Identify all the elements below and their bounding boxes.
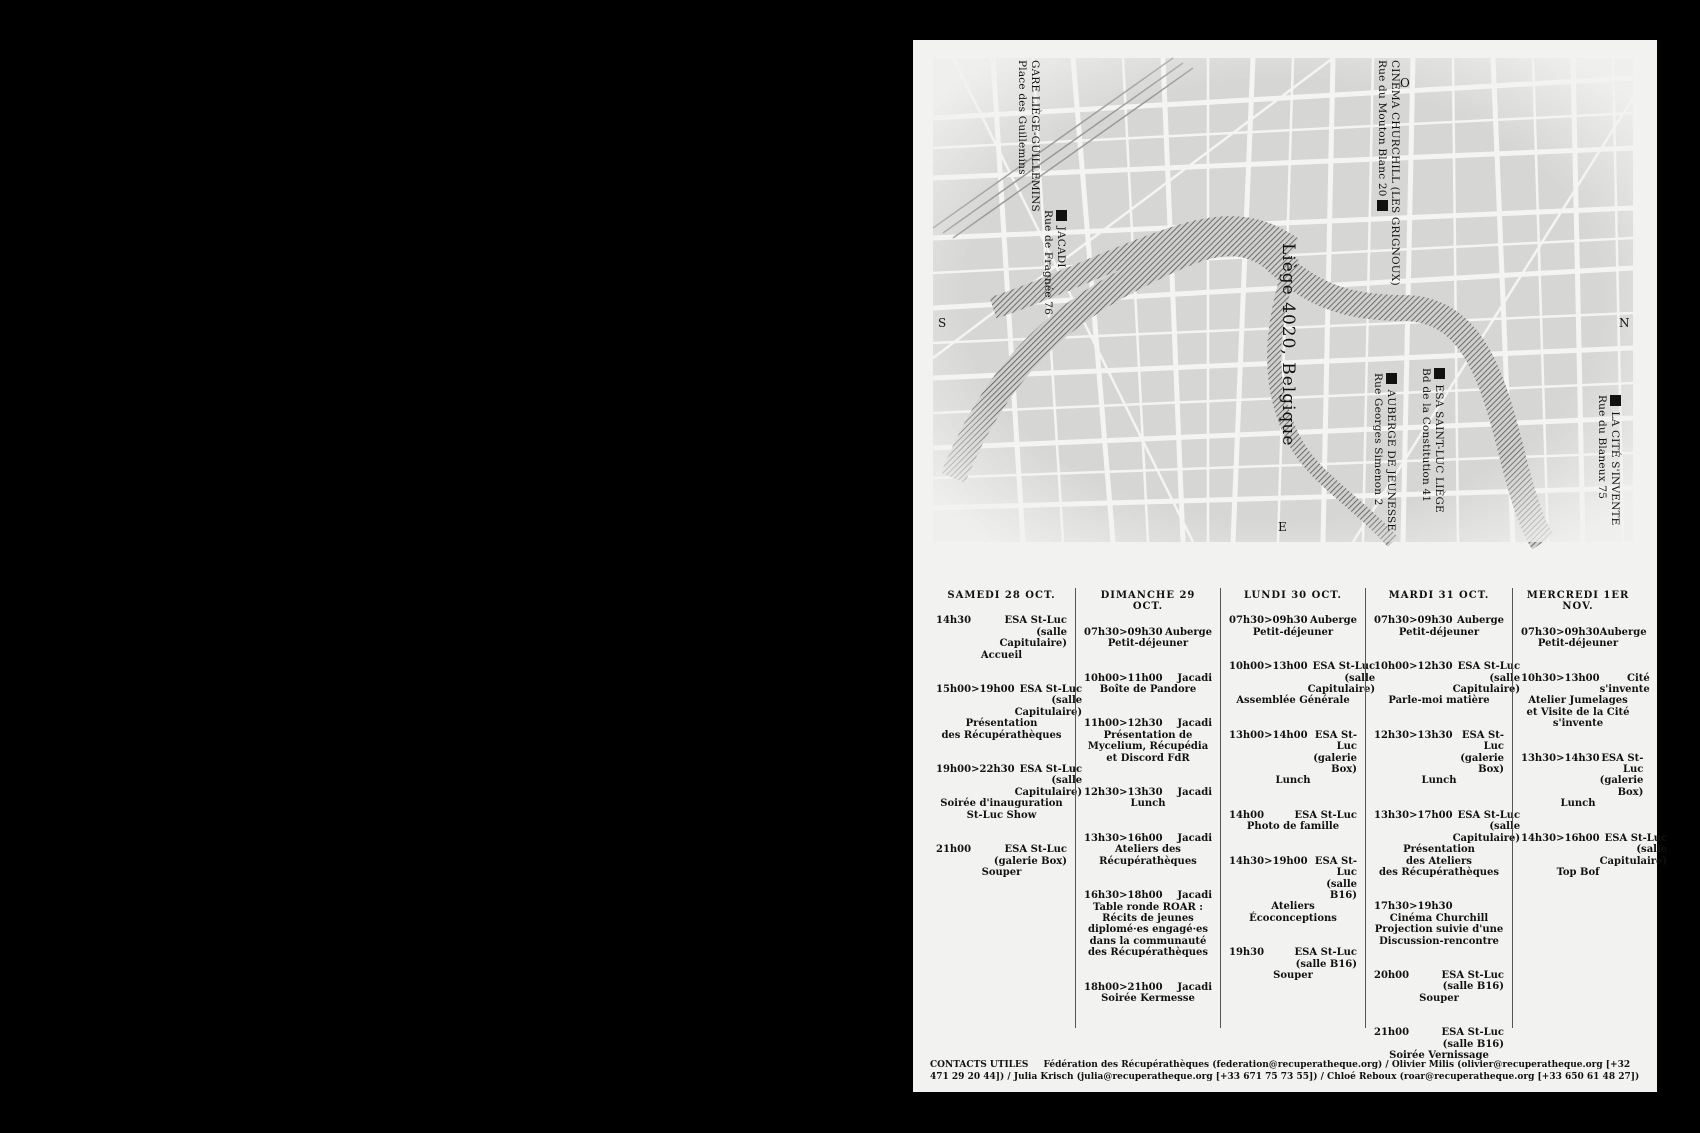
event-place: Auberge	[1456, 615, 1504, 627]
event-description: Ateliers des Récupérathèques	[1099, 844, 1197, 867]
event-header	[1521, 626, 1647, 638]
location-name: ESA SAINT-LUC LIÈGE	[1433, 384, 1445, 513]
location-marker-icon	[1377, 200, 1388, 211]
event-header	[1374, 970, 1504, 993]
event-place: ESA St-Luc (galerie Box)	[1460, 729, 1504, 776]
event-time: 12h30>13h30	[1374, 729, 1453, 741]
location-gare-guillemins	[1015, 60, 1041, 212]
event-description: Lunch	[1560, 798, 1596, 810]
event-description: Photo de famille	[1246, 821, 1340, 833]
schedule-event	[1229, 947, 1357, 981]
day-title: LUNDI 30 OCT.	[1244, 590, 1342, 601]
event-place: ESA St-Luc (salle Capitulaire)	[1452, 661, 1521, 696]
location-name: LA CITÉ S'INVENTE	[1609, 411, 1621, 526]
event-place: Auberge	[1164, 626, 1212, 638]
event-time: 14h30>16h00	[1521, 832, 1600, 844]
event-place: Jacadi	[1177, 787, 1212, 799]
location-name: AUBERGE DE JEUNESSE	[1385, 389, 1397, 532]
event-place: Jacadi	[1177, 672, 1212, 684]
event-time: 14h30	[936, 615, 972, 627]
schedule-event	[1521, 672, 1650, 730]
location-marker-icon	[1056, 210, 1067, 221]
location-marker-icon	[1610, 395, 1621, 406]
event-header	[1374, 901, 1504, 912]
schedule-event	[1229, 856, 1357, 924]
schedule-event	[936, 764, 1083, 821]
location-marker-icon	[1434, 368, 1445, 379]
schedule-event	[1374, 1027, 1504, 1061]
location-esa-saint-luc	[1419, 368, 1445, 513]
event-header	[1229, 856, 1357, 902]
contacts	[930, 1060, 1640, 1083]
event-header	[1374, 661, 1521, 696]
event-header	[1084, 627, 1212, 638]
location-cinema-churchill	[1375, 60, 1401, 286]
event-time: 20h00	[1374, 969, 1410, 981]
day-column	[1512, 588, 1668, 1028]
event-place: ESA St-Luc	[1294, 809, 1357, 821]
event-header	[1521, 752, 1644, 799]
event-header	[936, 844, 1067, 867]
event-time: 10h00>13h00	[1229, 661, 1308, 673]
event-description: Présentation des Ateliers des Récupérathèques	[1378, 844, 1500, 878]
event-place: ESA St-Luc (galerie Box)	[993, 844, 1067, 867]
schedule-event	[1521, 832, 1668, 879]
day-column	[1075, 588, 1220, 1028]
schedule-event	[1084, 673, 1212, 696]
event-place: Jacadi	[1177, 832, 1212, 844]
event-place: ESA St-Luc (salle B16)	[1314, 855, 1357, 901]
compass-north: N	[1619, 316, 1630, 330]
schedule-event	[1084, 890, 1212, 958]
event-description: Assemblée Générale	[1236, 695, 1350, 707]
event-description: Présentation des Récupérathèques	[941, 718, 1062, 741]
schedule-event	[936, 684, 1083, 741]
schedule-event	[936, 615, 1067, 661]
compass-east: E	[1278, 520, 1287, 534]
event-header	[936, 615, 1067, 649]
event-time: 14h00	[1229, 809, 1265, 821]
location-address: Rue du Blaneux 75	[1596, 395, 1608, 500]
event-description: Accueil	[980, 649, 1023, 661]
event-place: Auberge	[1309, 615, 1357, 627]
location-address: Place des Guillemins	[1016, 60, 1028, 175]
event-time: 10h00>11h00	[1084, 672, 1163, 684]
day-title: MERCREDI 1ER NOV.	[1526, 590, 1630, 613]
schedule-event	[1521, 752, 1644, 810]
event-description: Soirée d'inauguration St-Luc Show	[940, 798, 1063, 821]
event-place: ESA St-Luc (salle Capitulaire)	[1452, 809, 1521, 844]
event-description: Lunch	[1275, 775, 1311, 787]
event-place: Jacadi	[1177, 890, 1212, 902]
event-time: 15h00>19h00	[936, 684, 1015, 696]
event-place: ESA St-Luc (salle Capitulaire)	[1307, 661, 1376, 696]
location-marker-icon	[1386, 373, 1397, 384]
map-city-label: Liège 4020, Belgique	[1278, 243, 1298, 447]
location-address: Rue de Fragnée 76	[1042, 210, 1054, 316]
event-description: Ateliers Écoconceptions	[1249, 901, 1337, 924]
location-cite-sinvente	[1595, 395, 1621, 526]
event-description: Lunch	[1421, 775, 1457, 787]
event-header	[1374, 730, 1504, 776]
event-place: ESA St-Luc (salle Capitulaire)	[1599, 832, 1668, 867]
city-map	[933, 58, 1633, 542]
event-place: ESA St-Luc (salle Capitulaire)	[999, 615, 1067, 650]
event-place: ESA St-Luc (galerie Box)	[1599, 752, 1644, 798]
schedule-event	[1229, 661, 1376, 707]
event-header	[936, 764, 1083, 798]
poster	[913, 40, 1668, 1092]
location-name: JACADI	[1055, 226, 1067, 268]
event-description: Table ronde ROAR : Récits de jeunes diplomé·es engagé·es dans la communauté des Récupérathèques	[1087, 901, 1209, 959]
event-header	[1084, 890, 1212, 901]
schedule-event	[1374, 901, 1504, 947]
location-name: CINÉMA CHURCHILL (LES GRIGNOUX)	[1389, 60, 1401, 286]
schedule-event	[1374, 661, 1521, 707]
event-time: 18h00>21h00	[1084, 981, 1163, 993]
event-place: ESA St-Luc (salle B16)	[1441, 969, 1504, 993]
schedule-event	[1374, 809, 1521, 878]
location-auberge	[1371, 373, 1397, 531]
location-address: Rue du Mouton Blanc 20	[1376, 60, 1388, 197]
day-title: SAMEDI 28 OCT.	[947, 590, 1056, 601]
event-time: 13h30>16h00	[1084, 832, 1163, 844]
event-time: 12h30>13h30	[1084, 787, 1163, 799]
event-description: Souper	[1273, 969, 1313, 981]
event-header	[1521, 832, 1668, 867]
location-name: GARE LIÈGE-GUILLEMINS	[1029, 60, 1041, 212]
schedule-event	[1084, 627, 1212, 650]
location-address: Rue Georges Simenon 2	[1372, 373, 1384, 506]
event-header	[1521, 672, 1650, 696]
event-description: Parle-moi matière	[1388, 695, 1490, 707]
event-header	[1374, 809, 1521, 844]
contacts-label: CONTACTS UTILES	[930, 1060, 1029, 1070]
event-time: 10h00>12h30	[1374, 661, 1453, 673]
event-description: Présentation de Mycelium, Récupédia et Discord FdR	[1087, 729, 1209, 764]
location-jacadi	[1041, 210, 1067, 315]
event-time: 13h00>14h00	[1229, 729, 1308, 741]
event-header	[1229, 615, 1357, 626]
event-description: Soirée Vernissage	[1389, 1049, 1489, 1061]
event-description: Souper	[1419, 992, 1459, 1004]
event-time: 21h00	[1374, 1027, 1410, 1039]
event-place: Cité s'invente	[1599, 672, 1650, 696]
day-column	[1365, 588, 1521, 1061]
schedule-event	[1084, 718, 1212, 764]
day-column	[1220, 588, 1376, 1028]
schedule-event	[1229, 810, 1357, 833]
event-time: 07h30>09h30	[1229, 615, 1308, 627]
event-time: 21h00	[936, 844, 972, 856]
event-description: Lunch	[1130, 798, 1166, 810]
event-description: Boîte de Pandore	[1099, 684, 1197, 696]
schedule-event	[1084, 982, 1212, 1005]
compass-south: S	[938, 316, 947, 330]
event-time: 19h00>22h30	[936, 764, 1015, 776]
event-time: 17h30>19h30	[1374, 901, 1453, 913]
event-header	[1229, 661, 1376, 696]
schedule-event	[1084, 833, 1212, 867]
event-place: ESA St-Luc (galerie Box)	[1313, 729, 1357, 776]
day-title: MARDI 31 OCT.	[1388, 590, 1490, 601]
event-description: Petit-déjeuner	[1252, 626, 1334, 638]
compass-west: O	[1400, 76, 1410, 90]
schedule-event	[1374, 730, 1504, 787]
schedule	[928, 588, 1668, 1061]
schedule-event	[1374, 615, 1504, 638]
event-time: 16h30>18h00	[1084, 890, 1163, 902]
event-header	[1374, 1027, 1504, 1050]
event-time: 19h30	[1229, 947, 1265, 959]
event-time: 11h00>12h30	[1084, 718, 1163, 730]
event-description: Souper	[981, 866, 1022, 878]
event-header	[1084, 982, 1212, 993]
event-description: Cinéma Churchill Projection suivie d'une Discussion-rencontre	[1374, 912, 1504, 947]
schedule-event	[1084, 787, 1212, 810]
event-description: Petit-déjeuner	[1398, 626, 1480, 638]
event-place: ESA St-Luc (salle Capitulaire)	[1014, 764, 1083, 798]
event-header	[1084, 833, 1212, 844]
event-place: ESA St-Luc (salle Capitulaire)	[1014, 684, 1083, 718]
event-header	[1229, 730, 1357, 776]
event-place: Jacadi	[1177, 981, 1212, 993]
event-description: Atelier Jumelages et Visite de la Cité s'invente	[1526, 695, 1630, 730]
event-time: 13h30>14h30	[1521, 752, 1600, 764]
event-header	[1229, 810, 1357, 821]
event-description: Petit-déjeuner	[1107, 638, 1189, 650]
event-place: ESA St-Luc (salle B16)	[1441, 1027, 1504, 1050]
event-place: Jacadi	[1177, 718, 1212, 730]
event-time: 07h30>09h30	[1521, 626, 1600, 638]
schedule-event	[936, 844, 1067, 878]
location-address: Bd de la Constitution 41	[1420, 368, 1432, 503]
day-column	[928, 588, 1083, 1028]
schedule-event	[1521, 626, 1647, 650]
event-time: 07h30>09h30	[1084, 626, 1163, 638]
event-header	[936, 684, 1083, 718]
event-header	[1084, 787, 1212, 798]
event-place: ESA St-Luc (salle B16)	[1294, 947, 1357, 970]
day-title: DIMANCHE 29 OCT.	[1100, 590, 1196, 613]
event-time: 07h30>09h30	[1374, 615, 1453, 627]
contacts-text: Fédération des Récupérathèques (federation@recuperatheque.org) / Olivier Milis (olivier@recuperatheque.org [+32 471 29 20 44]) / Julia Krisch (julia@recuperatheque.org [+33 671 75 73 55]) / Chloé Reboux (roar@recuperatheque.org [+33 650 61 48 27])	[930, 1060, 1640, 1082]
event-time: 14h30>19h00	[1229, 855, 1308, 867]
schedule-event	[1229, 730, 1357, 787]
schedule-event	[1374, 970, 1504, 1004]
event-header	[1084, 718, 1212, 729]
event-header	[1374, 615, 1504, 626]
event-header	[1229, 947, 1357, 970]
event-description: Petit-déjeuner	[1537, 638, 1619, 650]
event-description: Soirée Kermesse	[1101, 992, 1195, 1004]
schedule-event	[1229, 615, 1357, 638]
event-description: Top Bof	[1556, 866, 1600, 878]
event-place: Auberge	[1599, 626, 1647, 638]
event-header	[1084, 673, 1212, 684]
event-time: 10h30>13h00	[1521, 672, 1600, 684]
event-time: 13h30>17h00	[1374, 809, 1453, 821]
